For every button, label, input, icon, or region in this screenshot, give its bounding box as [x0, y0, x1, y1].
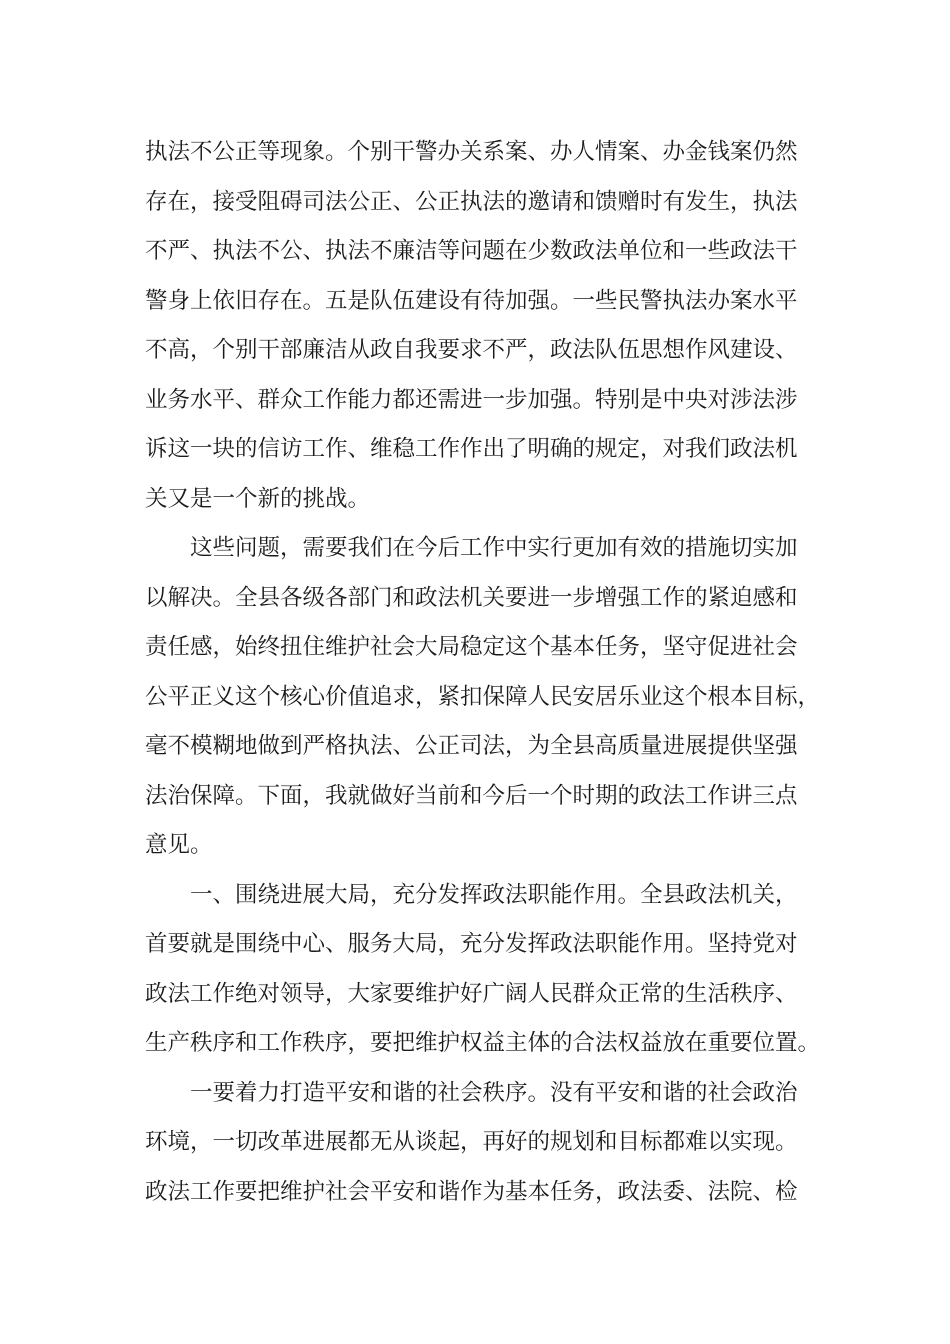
- text-line: 警身上依旧存在。五是队伍建设有待加强。一些民警执法办案水平: [145, 287, 798, 314]
- paragraph-4: [145, 1069, 825, 1218]
- text-line: 一、围绕进展大局，充分发挥政法职能作用。全县政法机关，: [190, 881, 798, 908]
- paragraph-1: [145, 128, 825, 524]
- text-line: 以解决。全县各级各部门和政法机关要进一步增强工作的紧迫感和: [145, 584, 798, 611]
- text-line: 责任感，始终扭住维护社会大局稳定这个基本任务，坚守促进社会: [145, 634, 798, 660]
- text-line: 毫不模糊地做到严格执法、公正司法，为全县高质量进展提供坚强: [145, 733, 798, 759]
- text-line: 执法不公正等现象。个别干警办关系案、办人情案、办金钱案仍然: [145, 139, 798, 165]
- text-line: 生产秩序和工作秩序，要把维护权益主体的合法权益放在重要位置。: [145, 1030, 821, 1056]
- text-line: 一要着力打造平安和谐的社会秩序。没有平安和谐的社会政治: [190, 1079, 798, 1106]
- text-line: 不严、执法不公、执法不廉洁等问题在少数政法单位和一些政法干: [145, 238, 798, 264]
- text-line: 存在，接受阻碍司法公正、公正执法的邀请和馈赠时有发生，执法: [145, 188, 798, 215]
- text-line: 环境，一切改革进展都无从谈起，再好的规划和目标都难以实现。: [145, 1129, 798, 1155]
- text-line: 意见。: [145, 832, 213, 858]
- text-line: 政法工作绝对领导，大家要维护好广阔人民群众正常的生活秩序、: [145, 980, 798, 1007]
- text-line: 首要就是围绕中心、服务大局，充分发挥政法职能作用。坚持党对: [145, 931, 798, 957]
- document-body: [145, 128, 825, 1217]
- text-line: 不高，个别干部廉洁从政自我要求不严，政法队伍思想作风建设、: [145, 337, 798, 363]
- text-line: 诉这一块的信访工作、维稳工作作出了明确的规定，对我们政法机: [145, 436, 798, 462]
- text-line: 关又是一个新的挑战。: [145, 485, 371, 512]
- text-line: 公平正义这个核心价值追求，紧扣保障人民安居乐业这个根本目标，: [145, 683, 821, 710]
- paragraph-2: [145, 524, 825, 871]
- text-line: 这些问题，需要我们在今后工作中实行更加有效的措施切实加: [190, 535, 798, 561]
- paragraph-3: [145, 871, 825, 1069]
- text-line: 法治保障。下面，我就做好当前和今后一个时期的政法工作讲三点: [145, 782, 798, 809]
- text-line: 政法工作要把维护社会平安和谐作为基本任务，政法委、法院、检: [145, 1178, 798, 1205]
- text-line: 业务水平、群众工作能力都还需进一步加强。特别是中央对涉法涉: [145, 386, 798, 413]
